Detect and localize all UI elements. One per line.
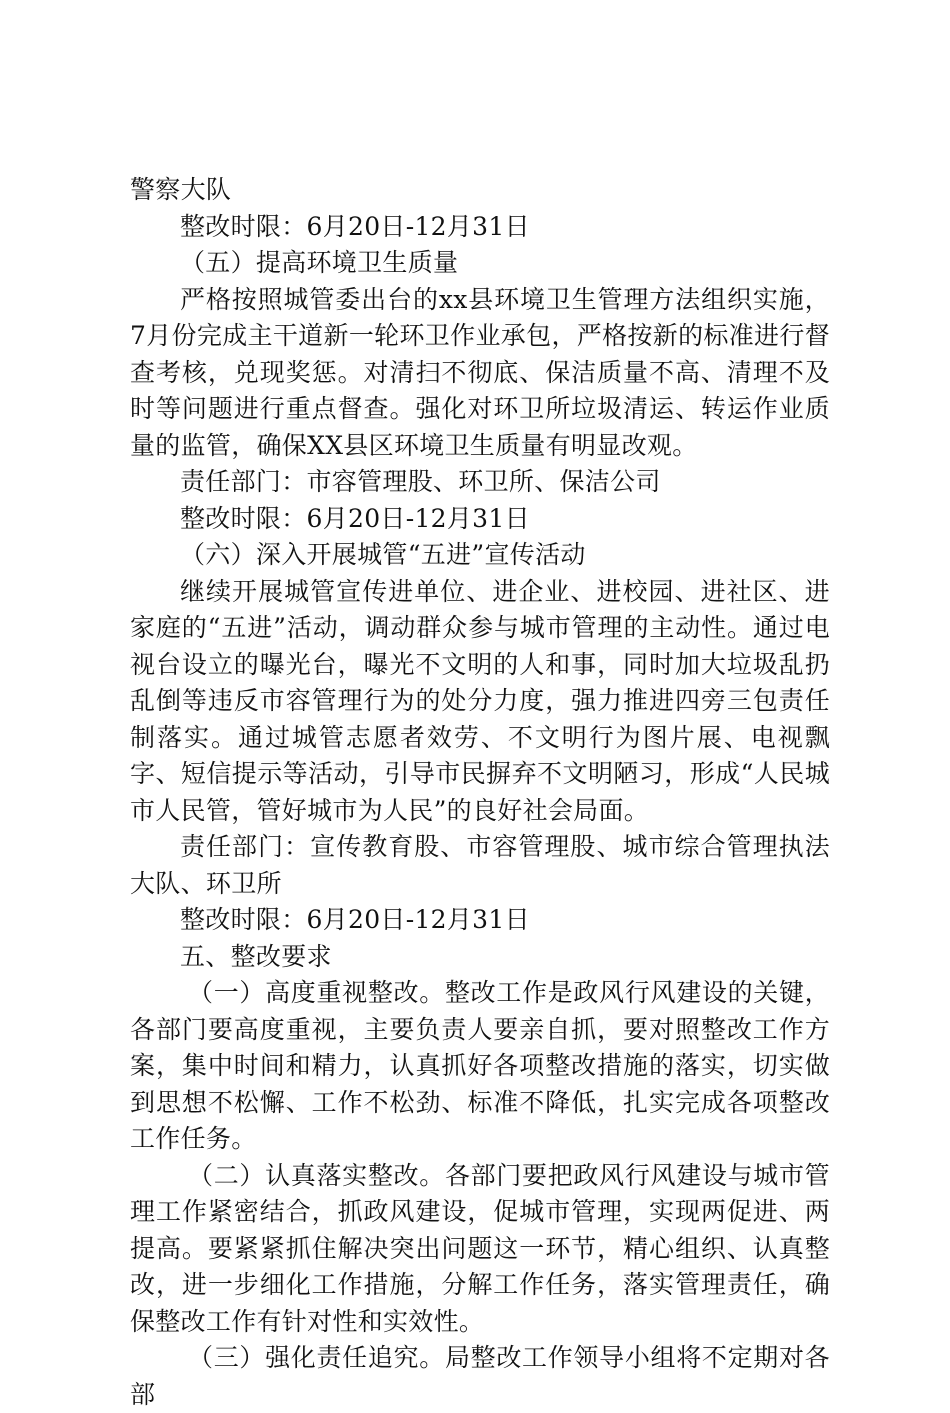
paragraph-requirement-3: （三）强化责任追究。局整改工作领导小组将不定期对各部 [130,1343,830,1409]
paragraph-deadline-6: 整改时限：6月20日-12月31日 [180,905,530,934]
paragraph-deadline-5: 整改时限：6月20日-12月31日 [180,503,530,533]
paragraph-requirement-1: （一）高度重视整改。整改工作是政风行风建设的关键，各部门要高度重视，主要负责人要亲自抓，要对照整改工作方案，集中时间和精力，认真抓好各项整改措施的落实，切实做到思想不松懈、工作不松劲、标准不降低，扎实完成各项整改工作任务。 [130,978,830,1153]
paragraph-requirement-2: （二）认真落实整改。各部门要把政风行风建设与城市管理工作紧密结合，抓政风建设，促城市管理，实现两促进、两提高。要紧紧抓住解决突出问题这一环节，精心组织、认真整改，进一步细化工作措施，分解工作任务，落实管理责任，确保整改工作有针对性和实效性。 [130,1160,830,1336]
paragraph-item-6-body: 继续开展城管宣传进单位、进企业、进校园、进社区、进家庭的“五进”活动，调动群众参与城市管理的主动性。通过电视台设立的曝光台，曝光不文明的人和事，同时加大垃圾乱扔乱倒等违反市容管理行为的处分力度，强力推进四旁三包责任制落实。通过城管志愿者效劳、不文明行为图片展、电视飘字、短信提示等活动，引导市民摒弃不文明陋习，形成“人民城市人民管，管好城市为人民”的良好社会局面。 [130,576,830,825]
heading-section-5: 五、整改要求 [180,941,332,971]
paragraph-deadline-4: 整改时限：6月20日-12月31日 [180,211,530,241]
paragraph-unit-tail: 警察大队 [130,175,232,204]
paragraph-responsible-6: 责任部门：宣传教育股、市容管理股、城市综合管理执法大队、环卫所 [130,832,830,898]
heading-item-6: （六）深入开展城管“五进”宣传活动 [180,540,586,569]
paragraph-responsible-5: 责任部门：市容管理股、环卫所、保洁公司 [180,467,661,496]
document-body [130,172,830,1413]
heading-item-5: （五）提高环境卫生质量 [180,248,459,277]
paragraph-item-5-body: 严格按照城管委出台的xx县环境卫生管理方法组织实施，7月份完成主干道新一轮环卫作业承包，严格按新的标准进行督查考核，兑现奖惩。对清扫不彻底、保洁质量不高、清理不及时等问题进行重点督查。强化对环卫所垃圾清运、转运作业质量的监管，确保XX县区环境卫生质量有明显改观。 [130,284,830,460]
